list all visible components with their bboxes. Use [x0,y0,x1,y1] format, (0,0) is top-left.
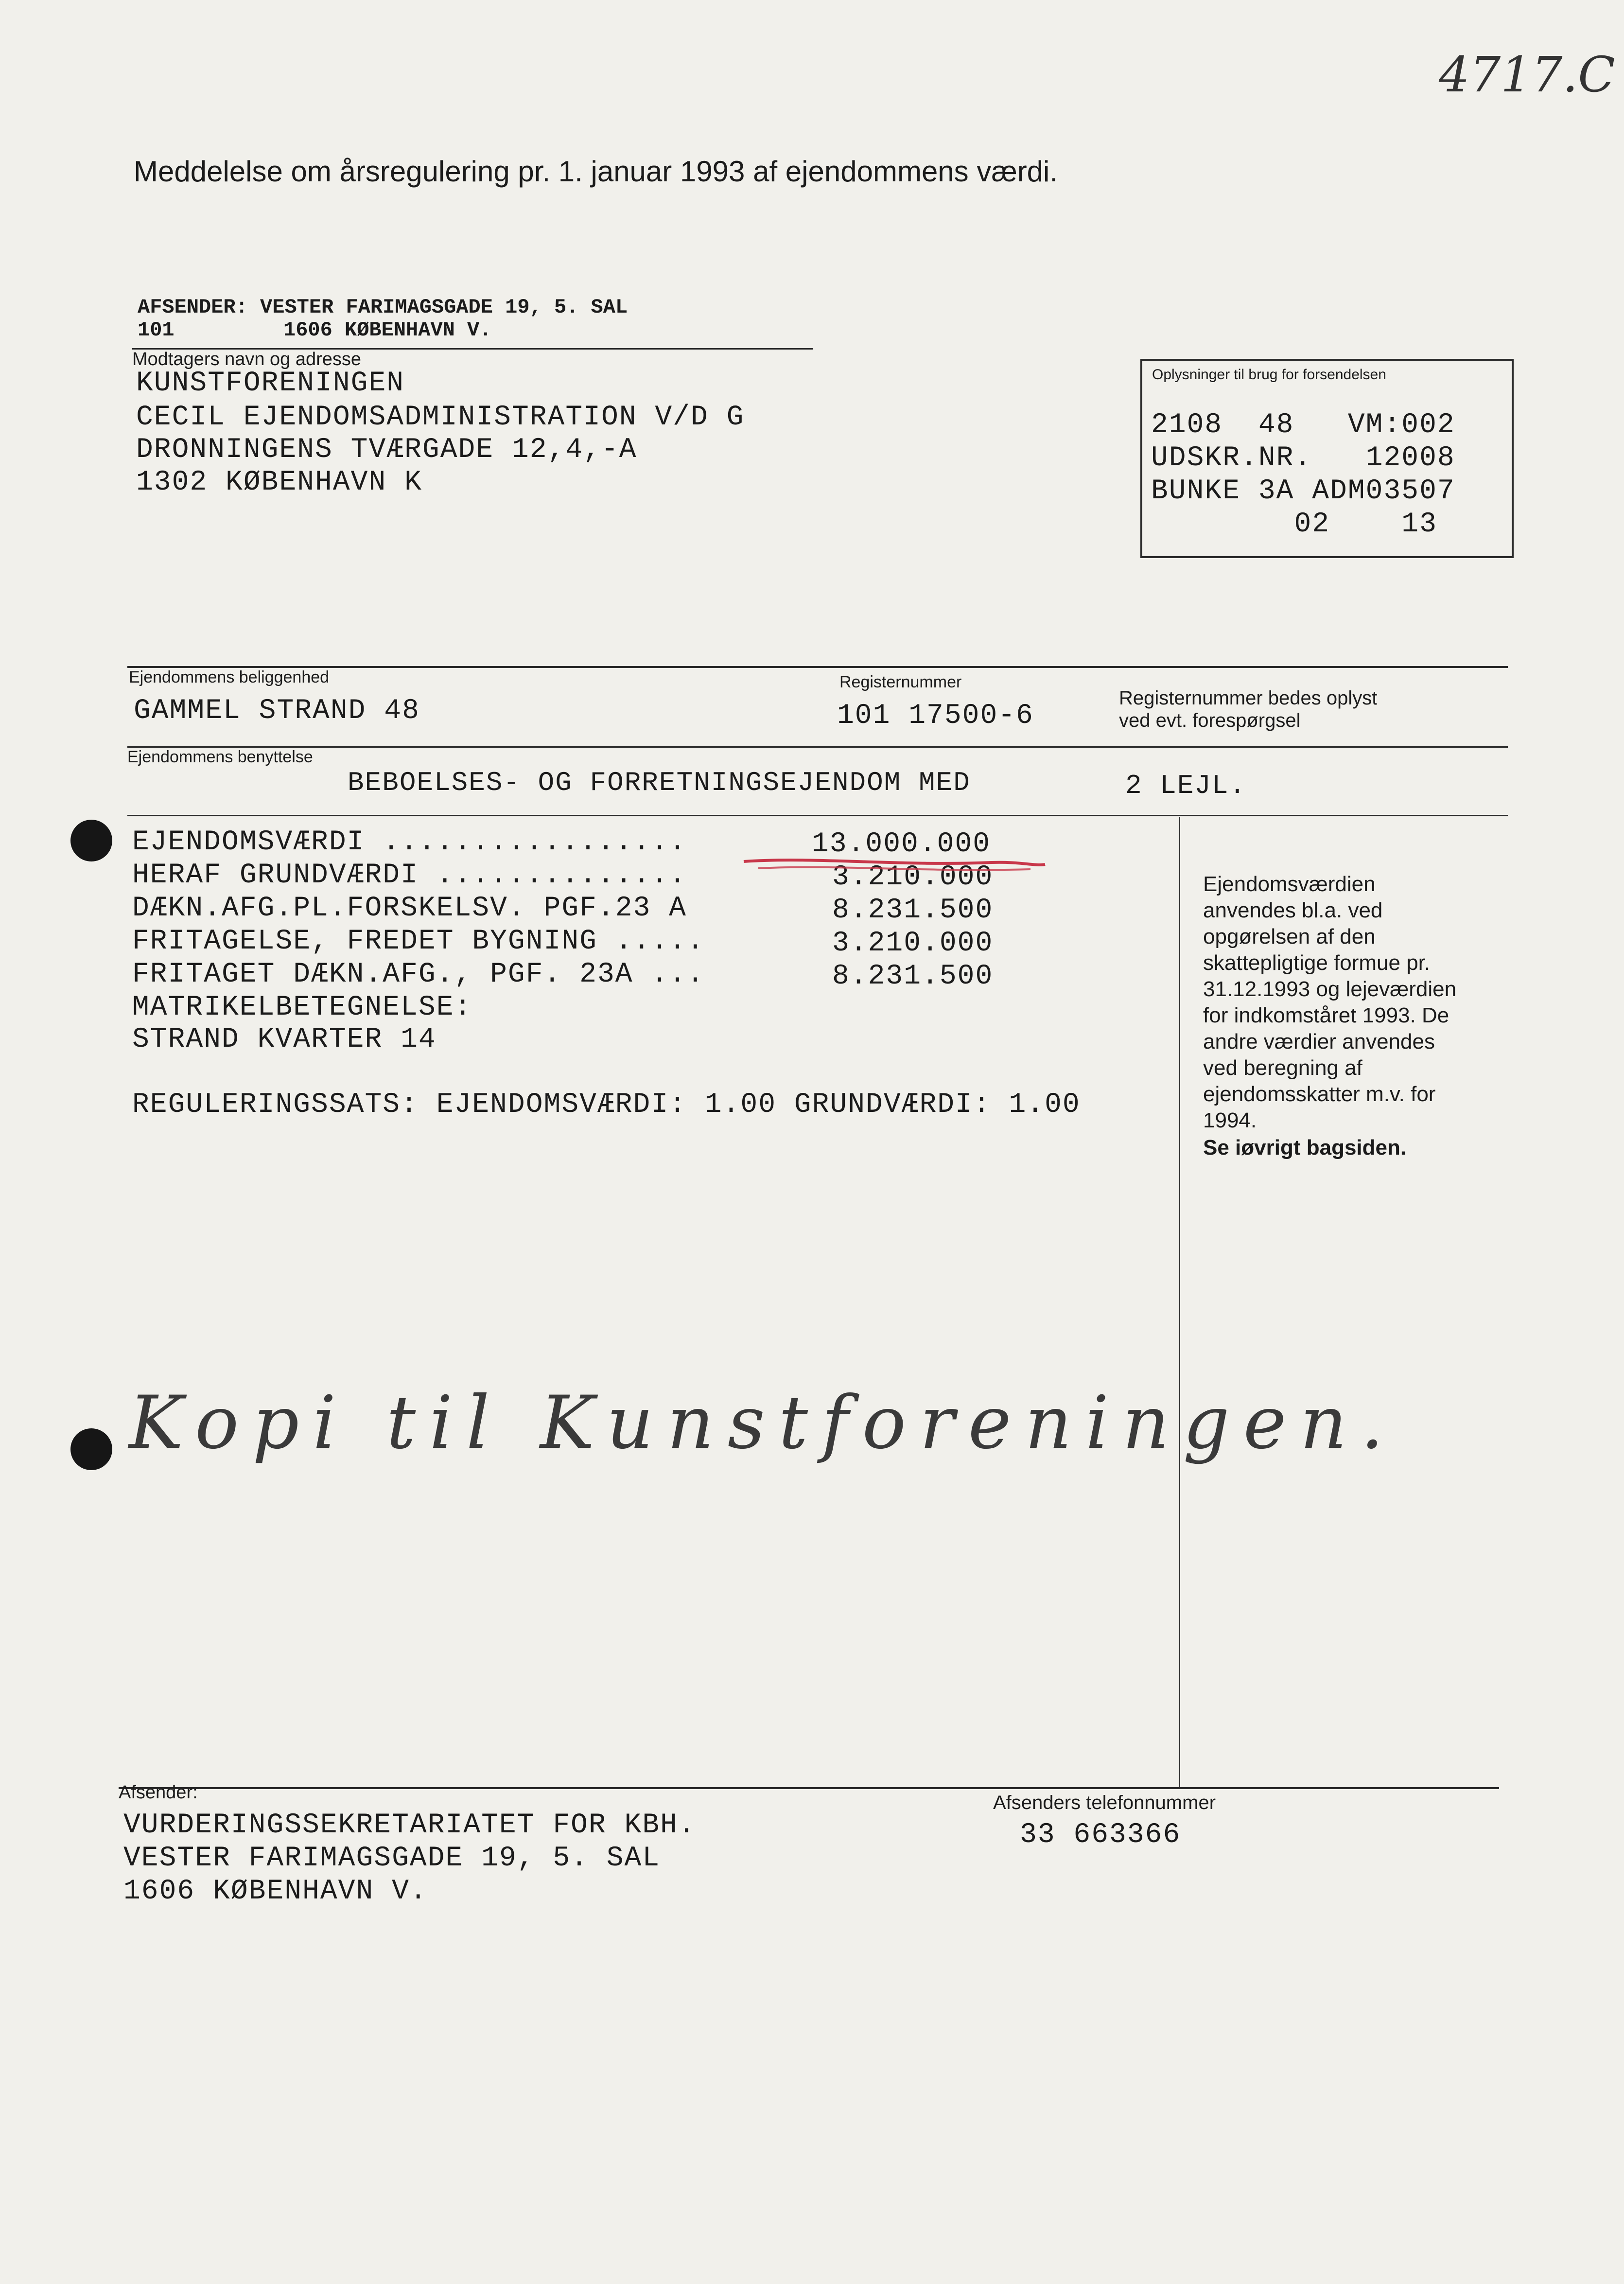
register-note-2: ved evt. forespørgsel [1119,710,1301,731]
shipping-box-label: Oplysninger til brug for forsendelsen [1152,367,1386,383]
info-line-4: skattepligtige formue pr. [1203,951,1431,975]
shipping-box-line-4: 02 13 [1151,509,1437,540]
sender-header-code: 101 [138,318,175,342]
info-line-3: opgørelsen af den [1203,925,1376,949]
shipping-box-line-3: BUNKE 3A ADM03507 [1151,475,1455,507]
footer-phone-label: Afsenders telefonnummer [993,1792,1216,1813]
page-title: Meddelelse om årsregulering pr. 1. januar 1993 af ejendommens værdi. [134,155,1058,188]
recipient-line-3: DRONNINGENS TVÆRGADE 12,4,-A [136,434,637,466]
footer-phone: 33 663366 [1020,1819,1181,1851]
handwritten-note: Kopi til Kunstforeningen. [129,1381,1397,1465]
usage-bottom-rule [127,815,1508,816]
shipping-info-box [1140,359,1514,558]
shipping-box-line-1: 2108 48 VM:002 [1151,409,1455,441]
info-bold-line: Se iøvrigt bagsiden. [1203,1136,1407,1160]
sender-header-line1: AFSENDER: VESTER FARIMAGSGADE 19, 5. SAL [138,296,628,319]
footer-sender-line-2: VESTER FARIMAGSGADE 19, 5. SAL [123,1843,661,1874]
property-usage: BEBOELSES- OG FORRETNINGSEJENDOM MED [348,767,971,798]
red-pen-underline [739,856,1055,890]
recipient-label: Modtagers navn og adresse [132,349,362,369]
valuation-row-value-4: 3.210.000 [832,928,994,959]
property-usage-units: 2 LEJL. [1125,770,1247,801]
info-line-2: anvendes bl.a. ved [1203,898,1383,922]
footer-top-rule [119,1787,1499,1789]
footer-sender-line-1: VURDERINGSSEKRETARIATET FOR KBH. [123,1810,696,1841]
punch-hole-bottom [70,1428,112,1470]
valuation-row-value-3: 8.231.500 [832,895,994,926]
info-line-1: Ejendomsværdien [1203,872,1376,896]
matrikel-label: MATRIKELBETEGNELSE: [132,992,472,1023]
valuation-row-value-1: 13.000.000 [812,828,991,860]
sender-header-city: 1606 KØBENHAVN V. [283,318,492,342]
valuation-row-label-2: HERAF GRUNDVÆRDI .............. [132,860,687,891]
info-line-10: 1994. [1203,1108,1257,1132]
matrikel-value: STRAND KVARTER 14 [132,1024,437,1055]
valuation-row-label-4: FRITAGELSE, FREDET BYGNING ..... [132,926,705,957]
register-number: 101 17500-6 [837,700,1034,732]
footer-sender-label: Afsender: [119,1782,198,1803]
valuation-row-value-5: 8.231.500 [832,961,994,992]
valuation-row-label-1: EJENDOMSVÆRDI ................. [132,826,687,858]
usage-label: Ejendommens benyttelse [127,748,313,766]
register-label: Registernummer [839,673,962,691]
valuation-row-value-2: 3.210.000 [832,861,994,893]
property-top-rule [127,666,1508,668]
recipient-line-2: CECIL EJENDOMSADMINISTRATION V/D G [136,402,745,433]
info-line-5: 31.12.1993 og lejeværdien [1203,977,1457,1001]
location-label: Ejendommens beliggenhed [129,668,330,686]
punch-hole-top [70,820,112,861]
shipping-box-line-2: UDSKR.NR. 12008 [1151,442,1455,474]
recipient-line-4: 1302 KØBENHAVN K [136,467,422,498]
register-note-1: Registernummer bedes oplyst [1119,687,1378,709]
valuation-row-label-3: DÆKN.AFG.PL.FORSKELSV. PGF.23 A [132,893,687,924]
info-line-7: andre værdier anvendes [1203,1030,1435,1054]
recipient-line-1: KUNSTFORENINGEN [136,368,405,399]
location-bottom-rule [127,746,1508,748]
property-location: GAMMEL STRAND 48 [134,695,420,727]
info-line-8: ved beregning af [1203,1056,1362,1080]
corner-handwritten-note: 4717.C [1439,46,1615,103]
info-line-6: for indkomståret 1993. De [1203,1003,1449,1027]
footer-sender-line-3: 1606 KØBENHAVN V. [123,1876,428,1907]
info-line-9: ejendomsskatter m.v. for [1203,1082,1436,1106]
valuation-row-label-5: FRITAGET DÆKN.AFG., PGF. 23A ... [132,959,705,990]
info-column-divider [1179,817,1180,1787]
regulation-rates: REGULERINGSSATS: EJENDOMSVÆRDI: 1.00 GRUNDVÆRDI: 1.00 [132,1089,1081,1121]
